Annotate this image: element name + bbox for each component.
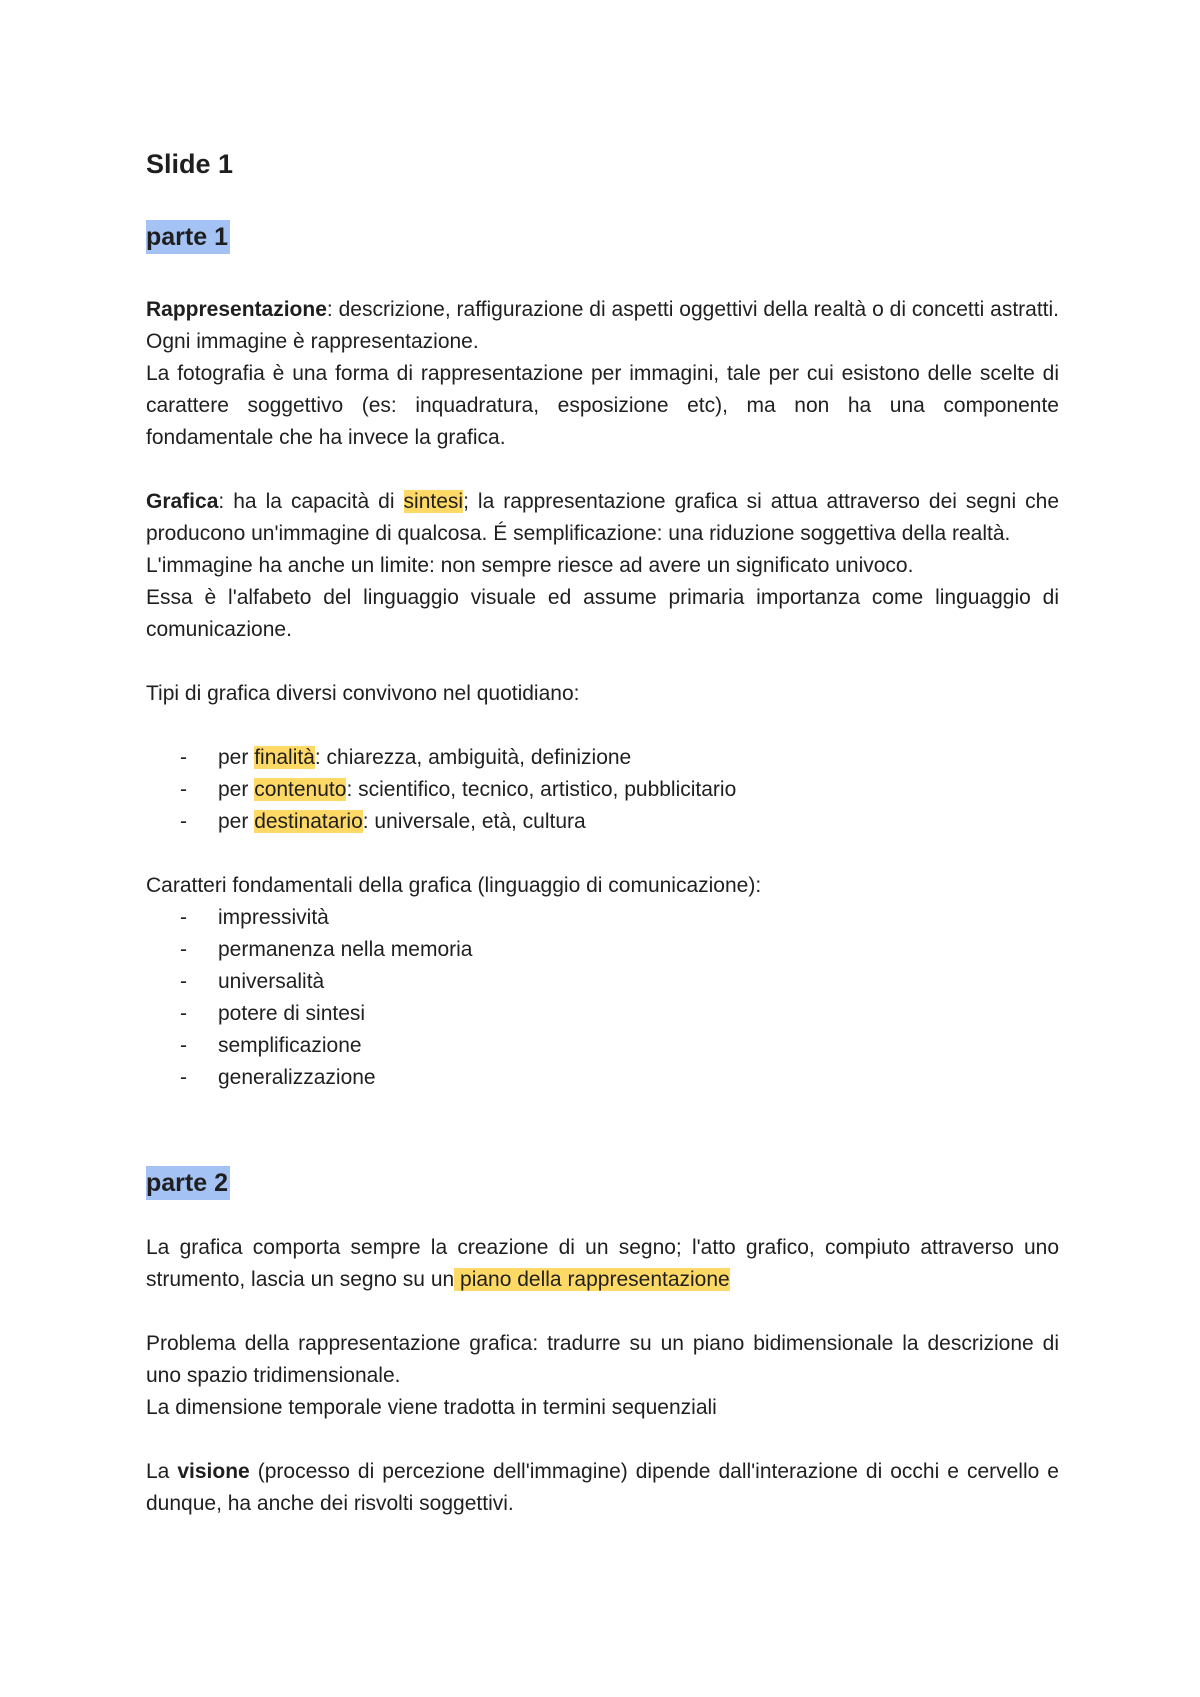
section-heading-parte-2: parte 2 bbox=[146, 1166, 230, 1200]
dash-bullet: - bbox=[180, 1034, 187, 1057]
highlight-contenuto: contenuto bbox=[254, 778, 347, 801]
chars-intro: Caratteri fondamentali della grafica (linguaggio di comunicazione): bbox=[146, 874, 762, 897]
dash-bullet: - bbox=[180, 810, 187, 833]
dash-bullet: - bbox=[180, 1002, 187, 1025]
types-intro: Tipi di grafica diversi convivono nel quotidiano: bbox=[146, 682, 580, 705]
paragraph-visione: La visione (processo di percezione dell'immagine) dipende dall'interazione di occhi e cervello e dunque, ha anche dei risvolti soggettivi. bbox=[146, 1460, 1059, 1515]
highlight-piano-rappresentazione: piano della rappresentazione bbox=[454, 1268, 730, 1291]
paragraph-limite: L'immagine ha anche un limite: non sempre riesce ad avere un significato univoco. bbox=[146, 554, 914, 577]
list-item: - semplificazione bbox=[146, 1030, 1059, 1062]
list-item: - generalizzazione bbox=[146, 1062, 1059, 1094]
paragraph-grafica bbox=[146, 486, 1059, 550]
paragraph-segno: La grafica comporta sempre la creazione di un segno; l'atto grafico, compiuto attraverso uno strumento, lascia un segno su un piano della rappresentazione bbox=[146, 1236, 1059, 1291]
list-item: - potere di sintesi bbox=[146, 998, 1059, 1030]
slide-title: Slide 1 bbox=[146, 149, 234, 179]
paragraph-text: ; la rappresentazione grafica si attua attraverso dei segni che producono un'immagine di qualcosa. É semplificazione: una riduzione soggettiva della realtà. bbox=[146, 490, 1060, 545]
dash-bullet: - bbox=[180, 938, 187, 961]
list-item: - universalità bbox=[146, 966, 1059, 998]
dash-bullet: - bbox=[180, 906, 187, 929]
dash-bullet: - bbox=[180, 746, 187, 769]
paragraph-fotografia: La fotografia è una forma di rappresentazione per immagini, tale per cui esistono delle scelte di carattere soggettivo (es: inquadratura, esposizione etc), ma non ha una componente fondamentale che ha invece la grafica. bbox=[146, 362, 1059, 449]
types-list bbox=[146, 742, 1059, 838]
paragraph-rappresentazione bbox=[146, 294, 1059, 358]
document-body bbox=[146, 142, 1059, 1520]
highlight-finalita: finalità bbox=[254, 746, 315, 769]
dash-bullet: - bbox=[180, 1066, 187, 1089]
dash-bullet: - bbox=[180, 778, 187, 801]
list-item: - per finalità: chiarezza, ambiguità, definizione bbox=[146, 742, 1059, 774]
chars-list bbox=[146, 902, 1059, 1094]
term-grafica: Grafica bbox=[146, 490, 219, 513]
list-item: - per destinatario: universale, età, cultura bbox=[146, 806, 1059, 838]
list-item: - impressività bbox=[146, 902, 1059, 934]
dash-bullet: - bbox=[180, 970, 187, 993]
paragraph-problema: Problema della rappresentazione grafica: tradurre su un piano bidimensionale la descrizione di uno spazio tridimensionale. bbox=[146, 1332, 1059, 1387]
term-rappresentazione: Rappresentazione bbox=[146, 298, 327, 321]
paragraph-dimensione-temporale: La dimensione temporale viene tradotta in termini sequenziali bbox=[146, 1396, 717, 1419]
section-heading-parte-1: parte 1 bbox=[146, 220, 230, 254]
list-item: - per contenuto: scientifico, tecnico, artistico, pubblicitario bbox=[146, 774, 1059, 806]
paragraph-text: : descrizione, raffigurazione di aspetti oggettivi della realtà o di concetti astratti. Ogni immagine è rappresentazione. bbox=[146, 298, 1059, 353]
paragraph-alfabeto: Essa è l'alfabeto del linguaggio visuale ed assume primaria importanza come linguaggio di comunicazione. bbox=[146, 586, 1059, 641]
highlight-sintesi: sintesi bbox=[403, 490, 464, 513]
list-item: - permanenza nella memoria bbox=[146, 934, 1059, 966]
paragraph-text: : ha la capacità di bbox=[218, 490, 404, 513]
term-visione: visione bbox=[177, 1460, 250, 1483]
highlight-destinatario: destinatario bbox=[254, 810, 363, 833]
